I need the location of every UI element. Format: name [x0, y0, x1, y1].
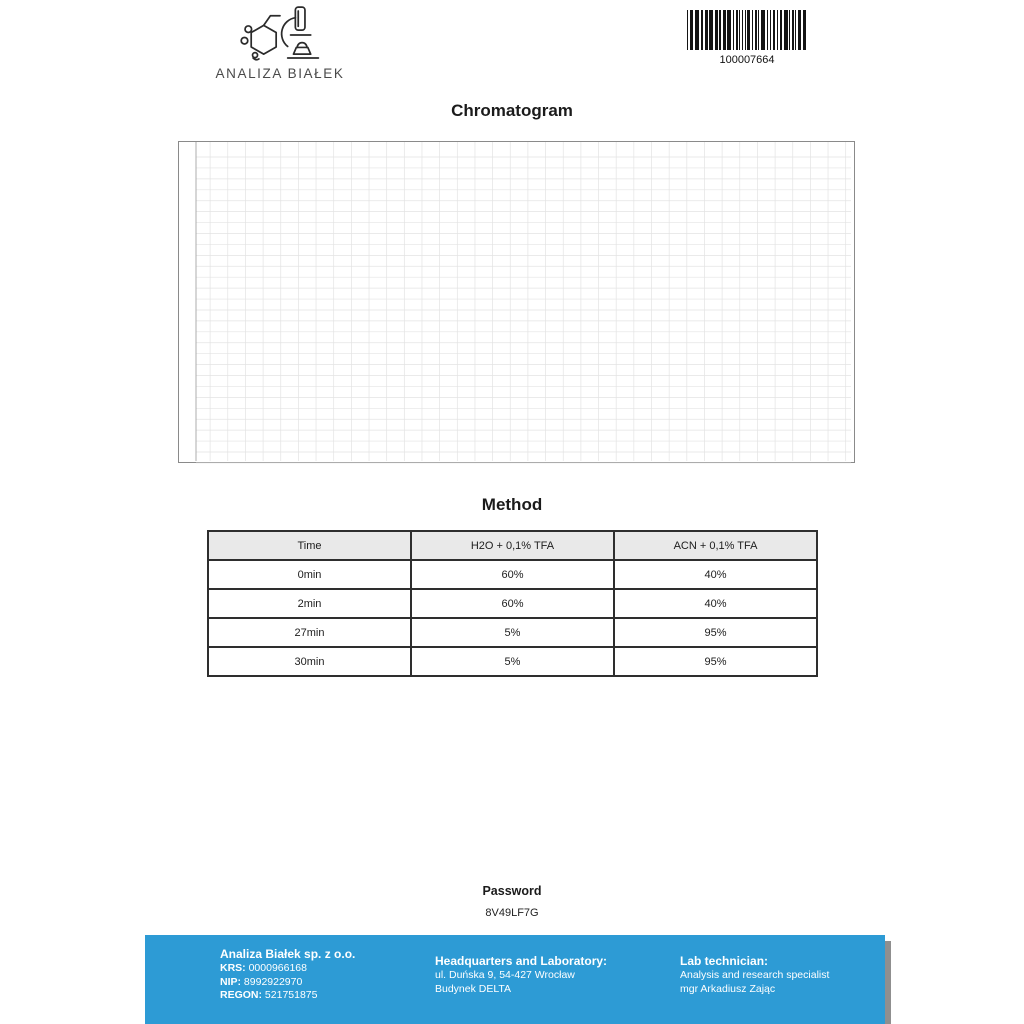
method-cell: 0min — [208, 560, 411, 589]
method-row — [208, 560, 817, 589]
method-col-header: ACN + 0,1% TFA — [614, 531, 817, 560]
technician-name: mgr Arkadiusz Zając — [680, 982, 776, 995]
method-cell: 40% — [614, 589, 817, 618]
chromatogram-chart — [168, 138, 860, 490]
chromatogram-plot — [168, 138, 860, 490]
method-cell: 60% — [411, 589, 614, 618]
method-cell: 60% — [411, 560, 614, 589]
method-cell: 95% — [614, 647, 817, 676]
password-block — [0, 884, 1024, 919]
method-row — [208, 618, 817, 647]
company-regon: REGON: 521751875 — [220, 989, 318, 1001]
method-cell: 27min — [208, 618, 411, 647]
method-cell: 40% — [614, 560, 817, 589]
method-col-header: H2O + 0,1% TFA — [411, 531, 614, 560]
method-table-body — [208, 560, 817, 676]
molecule-microscope-icon — [232, 4, 328, 64]
password-value: 8V49LF7G — [485, 907, 539, 919]
technician-role: Analysis and research specialist — [680, 969, 830, 981]
method-row — [208, 589, 817, 618]
method-cell: 2min — [208, 589, 411, 618]
technician-heading: Lab technician: — [680, 954, 769, 968]
company-name: Analiza Białek sp. z o.o. — [220, 947, 356, 961]
method-cell: 5% — [411, 618, 614, 647]
method-table — [207, 530, 818, 677]
company-nip: NIP: 8992922970 — [220, 975, 303, 988]
barcode-block — [685, 10, 809, 66]
barcode-icon — [686, 10, 808, 50]
footer-company-info — [220, 947, 355, 1003]
logo-text: ANALIZA BIAŁEK — [215, 66, 345, 81]
company-logo — [212, 4, 348, 81]
method-row — [208, 647, 817, 676]
method-cell: 95% — [614, 618, 817, 647]
method-title: Method — [481, 495, 543, 514]
method-table-head — [208, 531, 817, 560]
headquarters-building: Budynek DELTA — [435, 982, 512, 995]
footer-technician — [680, 954, 829, 996]
footer-headquarters — [435, 954, 607, 996]
password-label: Password — [482, 884, 542, 898]
chromatogram-title: Chromatogram — [451, 101, 573, 120]
method-cell: 30min — [208, 647, 411, 676]
headquarters-heading: Headquarters and Laboratory: — [435, 954, 608, 968]
footer — [145, 935, 885, 1024]
barcode-number: 100007664 — [719, 54, 775, 66]
method-cell: 5% — [411, 647, 614, 676]
headquarters-address: ul. Duńska 9, 54-427 Wrocław — [435, 969, 575, 981]
method-col-header: Time — [208, 531, 411, 560]
company-krs: KRS: 0000966168 — [220, 962, 307, 974]
